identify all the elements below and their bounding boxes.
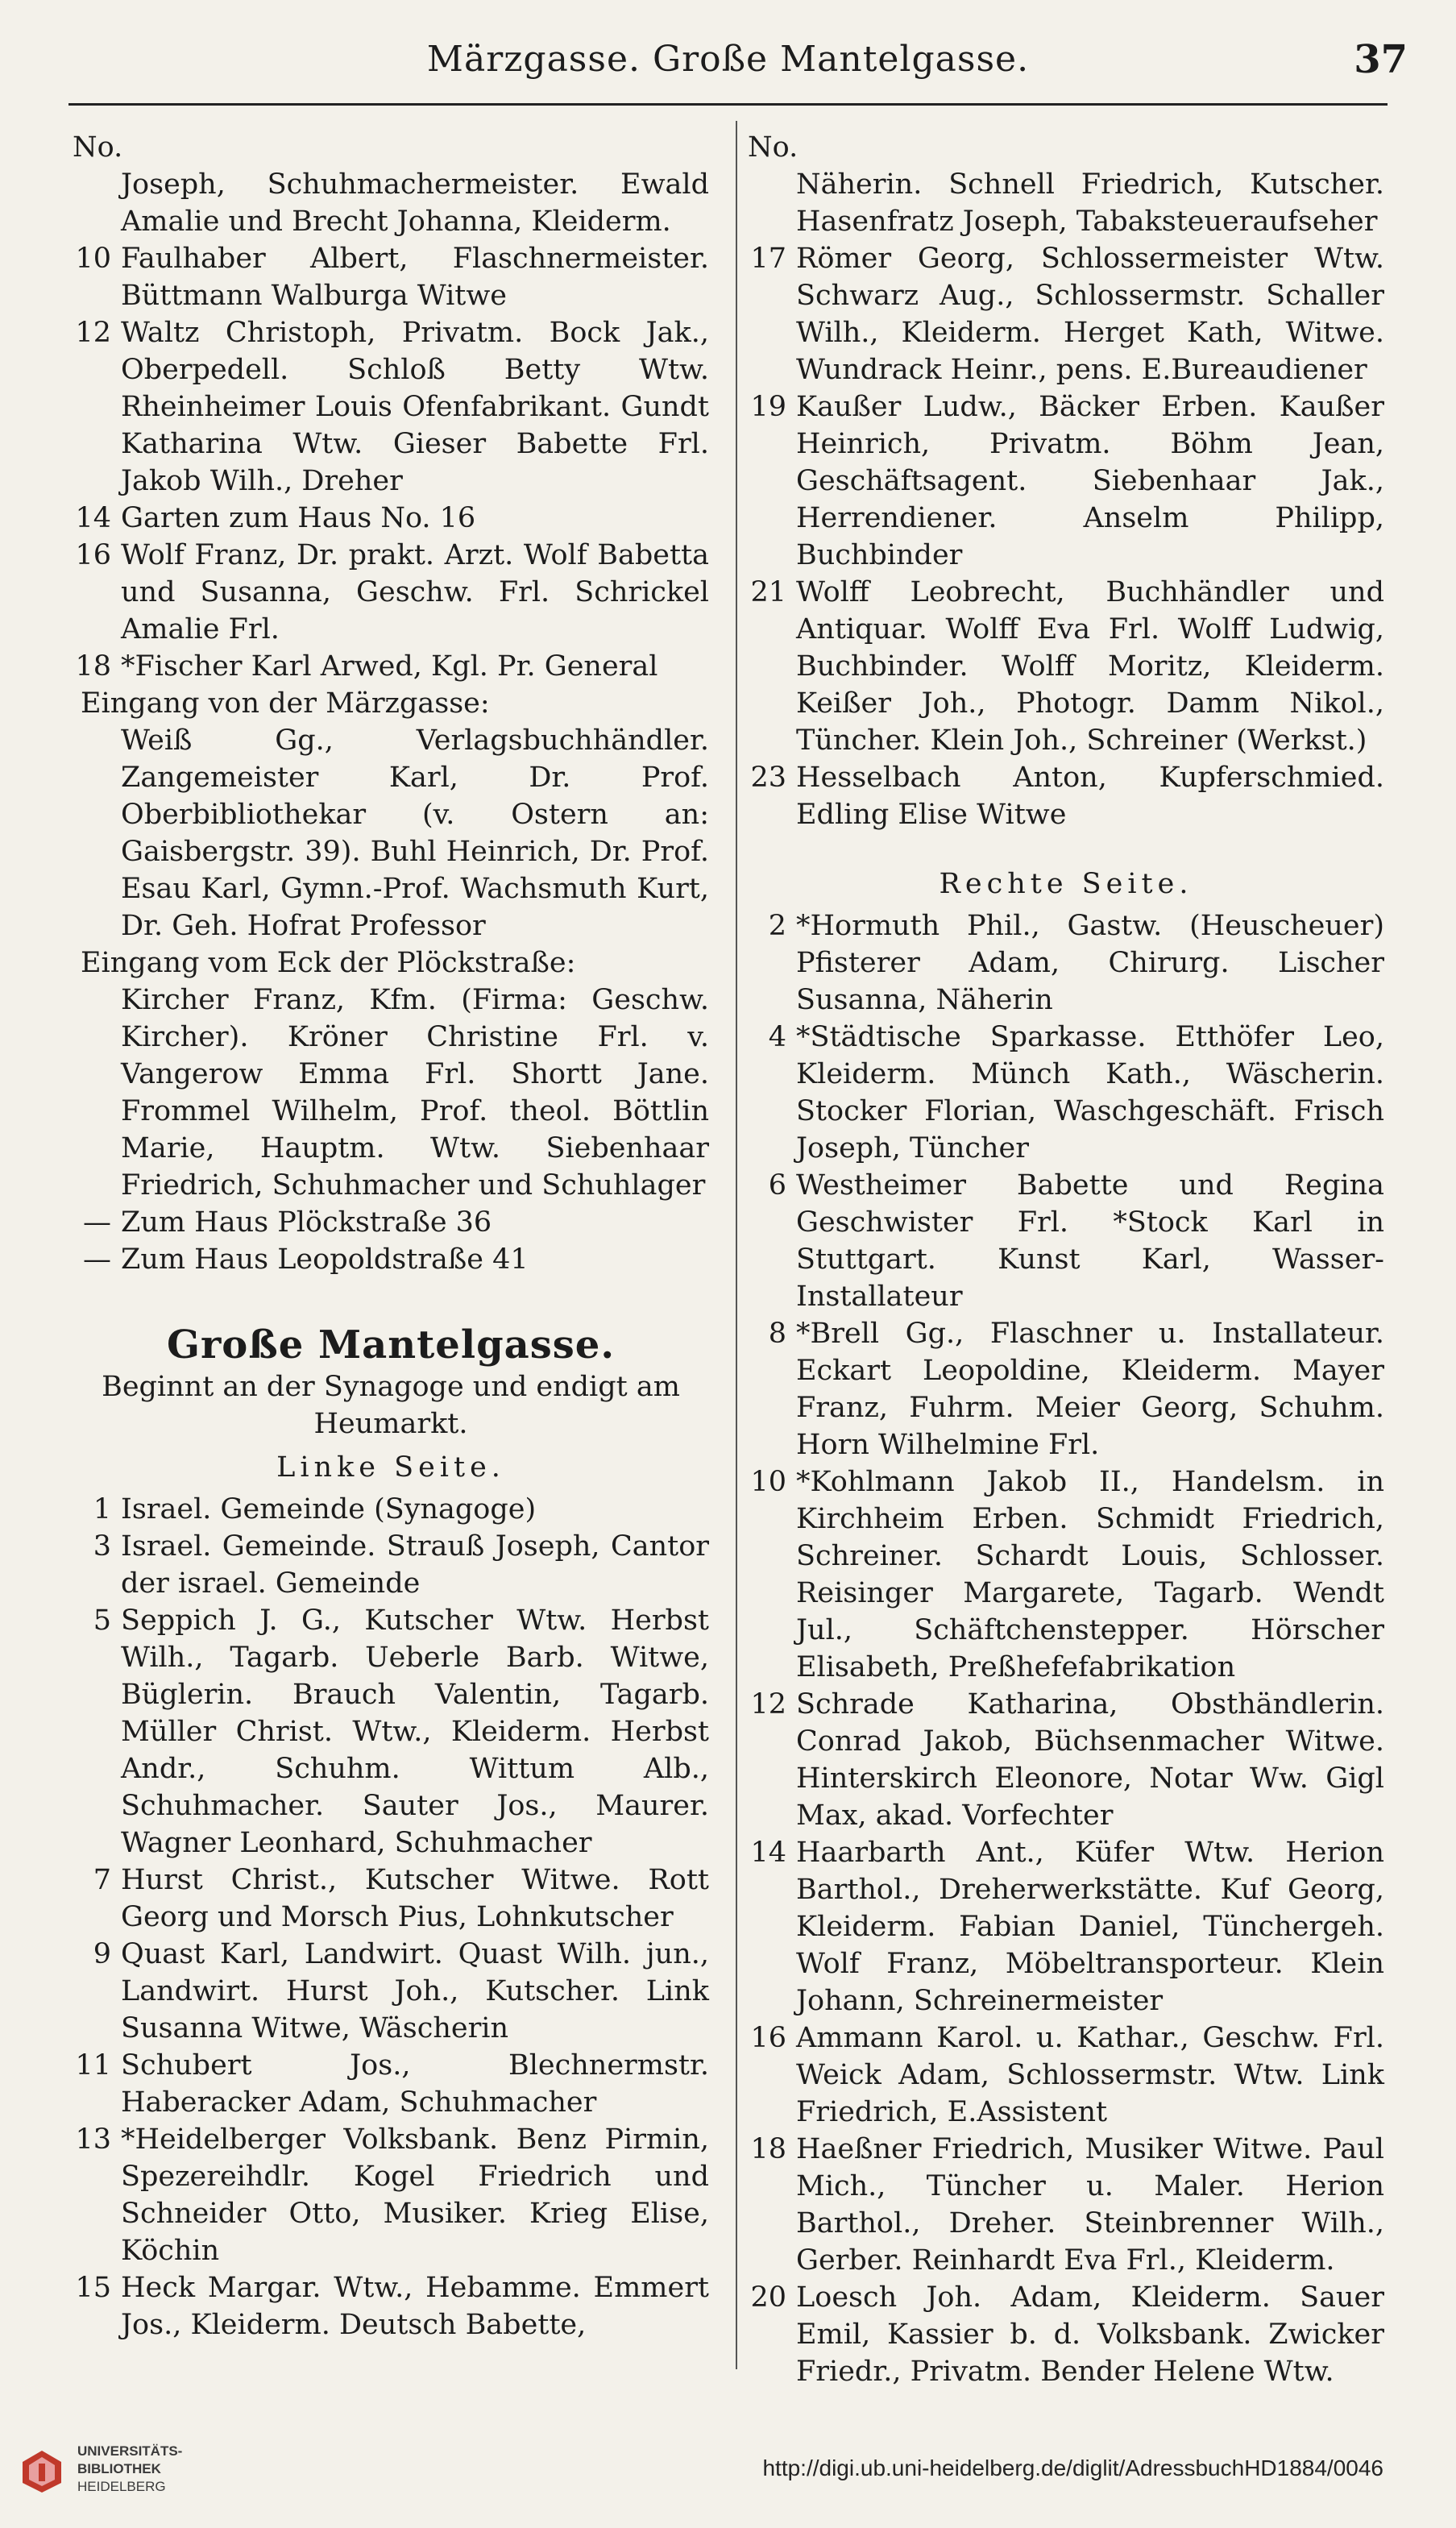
- house-number: 3: [93, 1530, 111, 1563]
- list-item: [73, 1936, 709, 2047]
- list-item: [748, 907, 1384, 1019]
- list-item: [748, 574, 1384, 759]
- list-item: [748, 1167, 1384, 1315]
- list-item: [73, 1602, 709, 1862]
- house-number: 10: [750, 1466, 786, 1498]
- entry-text: Haeßner Friedrich, Musiker Witwe. Paul Mich., Tüncher u. Maler. Herion Barthol., Dreher. Steinbrenner Wilh., Gerber. Reinhardt Eva Frl., Kleiderm.: [796, 2133, 1384, 2277]
- section-subtitle: Beginnt an der Synagoge und endigt am Heumarkt.: [102, 1371, 680, 1440]
- entry-list: [73, 1491, 709, 2343]
- list-item: [748, 2279, 1384, 2390]
- list-item: [73, 500, 709, 537]
- entry-text: Wolf Franz, Dr. prakt. Arzt. Wolf Babetta und Susanna, Geschw. Frl. Schrickel Amalie Frl.: [121, 539, 709, 645]
- list-item: [748, 2131, 1384, 2279]
- list-item: [748, 759, 1384, 833]
- entry-list: [73, 240, 709, 685]
- house-number: 16: [75, 539, 111, 571]
- entry-text: Zum Haus Plöckstraße 36: [121, 1206, 492, 1239]
- house-number: 2: [768, 910, 786, 942]
- list-item: [73, 1241, 709, 1278]
- house-number: 8: [768, 1318, 786, 1350]
- entry-text: Haarbarth Ant., Küfer Wtw. Herion Barthol., Dreherwerkstätte. Kuf Georg, Kleiderm. Fabian Daniel, Tünchergeh. Wolf Franz, Möbeltransporteur. Klein Johann, Schreinermeister: [796, 1837, 1384, 2017]
- side-title: Rechte Seite.: [939, 868, 1193, 900]
- house-number: 21: [750, 576, 786, 608]
- list-item: [748, 1463, 1384, 1686]
- entry-text: Quast Karl, Landwirt. Quast Wilh. jun., Landwirt. Hurst Joh., Kutscher. Link Susanna Witwe, Wäscherin: [121, 1938, 709, 2044]
- list-item: [73, 240, 709, 314]
- house-number: 4: [768, 1021, 786, 1053]
- entry-text: Wolff Leobrecht, Buchhändler und Antiquar. Wolff Eva Frl. Wolff Ludwig, Buchbinder. Wolff Moritz, Kleiderm. Keißer Joh., Photogr. Damm Nikol., Tüncher. Klein Joh., Schreiner (Werkst.): [796, 576, 1384, 757]
- list-item: [73, 537, 709, 648]
- list-item: [748, 1834, 1384, 2019]
- entry-list: [748, 907, 1384, 2390]
- entrance-heading: Eingang vom Eck der Plöckstraße:: [81, 947, 576, 979]
- house-number: 1: [93, 1493, 111, 1526]
- house-number: 18: [750, 2133, 786, 2165]
- list-item: [748, 2019, 1384, 2131]
- list-item: [748, 240, 1384, 388]
- entry-text: Seppich J. G., Kutscher Wtw. Herbst Wilh., Tagarb. Ueberle Barb. Witwe, Büglerin. Brauch Valentin, Tagarb. Müller Christ. Wtw., Kleiderm. Herbst Andr., Schuhm. Wittum Alb., Schuhmacher. Sauter Jos., Maurer. Wagner Leonhard, Schuhmacher: [121, 1604, 709, 1859]
- entry-text: Hesselbach Anton, Kupferschmied. Edling Elise Witwe: [796, 762, 1384, 831]
- entry-list: [748, 240, 1384, 833]
- column-divider: [736, 121, 737, 2369]
- source-url-link[interactable]: http://digi.ub.uni-heidelberg.de/diglit/AdressbuchHD1884/0046: [762, 2455, 1383, 2480]
- list-item: [73, 1204, 709, 1241]
- entry-text: Loesch Joh. Adam, Kleiderm. Sauer Emil, Kassier b. d. Volksbank. Zwicker Friedr., Privatm. Bender Helene Wtw.: [796, 2281, 1384, 2388]
- entrance-text: Weiß Gg., Verlagsbuchhändler. Zangemeister Karl, Dr. Prof. Oberbibliothekar (v. Ostern an: Gaisbergstr. 39). Buhl Heinrich, Dr. Prof. Esau Karl, Gymn.-Prof. Wachsmuth Kurt, Dr. Geh. Hofrat Professor: [121, 724, 709, 942]
- house-number: 17: [750, 243, 786, 275]
- list-item: [73, 1862, 709, 1936]
- continuation-text: Joseph, Schuhmachermeister. Ewald Amalie und Brecht Johanna, Kleiderm.: [121, 168, 709, 238]
- house-number: 10: [75, 243, 111, 275]
- list-item: [748, 1686, 1384, 1834]
- side-title: Linke Seite.: [276, 1451, 505, 1484]
- entry-text: Heck Margar. Wtw., Hebamme. Emmert Jos., Kleiderm. Deutsch Babette,: [121, 2272, 709, 2341]
- entry-text: *Kohlmann Jakob II., Handelsm. in Kirchheim Erben. Schmidt Friedrich, Schreiner. Schardt Louis, Schlosser. Reisinger Margarete, Tagarb. Wendt Jul., Schäftchenstepper. Hörscher Elisabeth, Preßhefefabrikation: [796, 1466, 1384, 1683]
- page-header: [48, 32, 1408, 89]
- list-item: [73, 314, 709, 500]
- entry-text: Israel. Gemeinde (Synagoge): [121, 1493, 537, 1526]
- page-number: 37: [1354, 37, 1408, 82]
- header-rule: [68, 103, 1388, 106]
- house-number: 5: [93, 1604, 111, 1637]
- list-item: [73, 1491, 709, 1528]
- running-title: Märzgasse. Große Mantelgasse.: [426, 39, 1030, 80]
- house-number: 13: [75, 2123, 111, 2156]
- entrance-heading: Eingang von der Märzgasse:: [81, 687, 490, 720]
- no-label: No.: [73, 131, 123, 164]
- entry-text: Garten zum Haus No. 16: [121, 502, 476, 534]
- house-number: 16: [750, 2022, 786, 2054]
- logo-text: UNIVERSITÄTS- BIBLIOTHEK HEIDELBERG: [77, 2443, 183, 2494]
- entry-text: *Städtische Sparkasse. Etthöfer Leo, Kleiderm. Münch Kath., Wäscherin. Stocker Florian, Waschgeschäft. Frisch Joseph, Tüncher: [796, 1021, 1384, 1164]
- page-footer: [0, 2431, 1456, 2528]
- entry-text: Faulhaber Albert, Flaschnermeister. Büttmann Walburga Witwe: [121, 243, 709, 312]
- no-label: No.: [748, 131, 799, 164]
- entry-text: Hurst Christ., Kutscher Witwe. Rott Georg und Morsch Pius, Lohnkutscher: [121, 1864, 709, 1933]
- list-item: [73, 2047, 709, 2121]
- house-number: 19: [750, 391, 786, 423]
- house-number: 18: [75, 650, 111, 683]
- house-number: —: [83, 1206, 111, 1239]
- house-number: 12: [750, 1688, 786, 1721]
- entry-text: Zum Haus Leopoldstraße 41: [121, 1243, 529, 1276]
- house-number: 12: [75, 317, 111, 349]
- house-number: 7: [93, 1864, 111, 1896]
- house-number: 14: [75, 502, 111, 534]
- entry-text: Waltz Christoph, Privatm. Bock Jak., Oberpedell. Schloß Betty Wtw. Rheinheimer Louis Ofenfabrikant. Gundt Katharina Wtw. Gieser Babette Frl. Jakob Wilh., Dreher: [121, 317, 709, 497]
- list-item: [73, 2121, 709, 2269]
- entry-text: *Brell Gg., Flaschner u. Installateur. Eckart Leopoldine, Kleiderm. Mayer Franz, Fuhrm. Meier Georg, Schuhm. Horn Wilhelmine Frl.: [796, 1318, 1384, 1461]
- house-number: 14: [750, 1837, 786, 1869]
- house-number: —: [83, 1243, 111, 1276]
- house-number: 15: [75, 2272, 111, 2304]
- house-number: 6: [768, 1169, 786, 1202]
- entry-text: Schubert Jos., Blechnermstr. Haberacker Adam, Schuhmacher: [121, 2049, 709, 2119]
- house-number: 20: [750, 2281, 786, 2314]
- list-item: [73, 1528, 709, 1602]
- entry-text: Schrade Katharina, Obsthändlerin. Conrad Jakob, Büchsenmacher Witwe. Hinterskirch Eleonore, Notar Ww. Gigl Max, akad. Vorfechter: [796, 1688, 1384, 1832]
- left-column: [73, 129, 709, 2343]
- section-title: Große Mantelgasse.: [166, 1322, 616, 1368]
- list-item: [748, 388, 1384, 574]
- house-number: 11: [75, 2049, 111, 2082]
- entrance-text: Kircher Franz, Kfm. (Firma: Geschw. Kircher). Kröner Christine Frl. v. Vangerow Emma Frl. Shortt Jane. Frommel Wilhelm, Prof. theol. Böttlin Marie, Hauptm. Wtw. Siebenhaar Friedrich, Schuhmacher und Schuhlager: [121, 984, 709, 1202]
- entry-text: *Heidelberger Volksbank. Benz Pirmin, Spezereihdlr. Kogel Friedrich und Schneider Otto, Musiker. Krieg Elise, Köchin: [121, 2123, 709, 2267]
- entry-text: Kaußer Ludw., Bäcker Erben. Kaußer Heinrich, Privatm. Böhm Jean, Geschäftsagent. Siebenhaar Jak., Herrendiener. Anselm Philipp, Buchbinder: [796, 391, 1384, 571]
- entry-text: Westheimer Babette und Regina Geschwister Frl. *Stock Karl in Stuttgart. Kunst Karl, Wasser-Installateur: [796, 1169, 1384, 1313]
- right-column: [748, 129, 1384, 2390]
- entry-text: *Hormuth Phil., Gastw. (Heuscheuer) Pfisterer Adam, Chirurg. Lischer Susanna, Näherin: [796, 910, 1384, 1016]
- house-number: 9: [93, 1938, 111, 1970]
- list-item: [748, 1019, 1384, 1167]
- entry-text: Israel. Gemeinde. Strauß Joseph, Cantor der israel. Gemeinde: [121, 1530, 709, 1600]
- continuation-text: Näherin. Schnell Friedrich, Kutscher. Hasenfratz Joseph, Tabaksteueraufseher: [796, 168, 1384, 238]
- university-logo-icon: [18, 2446, 66, 2494]
- entry-text: Ammann Karol. u. Kathar., Geschw. Frl. Weick Adam, Schlossermstr. Wtw. Link Friedrich, E.Assistent: [796, 2022, 1384, 2128]
- house-number: 23: [750, 762, 786, 794]
- entry-text: Römer Georg, Schlossermeister Wtw. Schwarz Aug., Schlossermstr. Schaller Wilh., Kleiderm. Herget Kath, Witwe. Wundrack Heinr., pens. E.Bureaudiener: [796, 243, 1384, 386]
- entry-list: [73, 1204, 709, 1278]
- list-item: [73, 2269, 709, 2343]
- list-item: [748, 1315, 1384, 1463]
- list-item: [73, 648, 709, 685]
- entry-text: *Fischer Karl Arwed, Kgl. Pr. General: [121, 650, 658, 683]
